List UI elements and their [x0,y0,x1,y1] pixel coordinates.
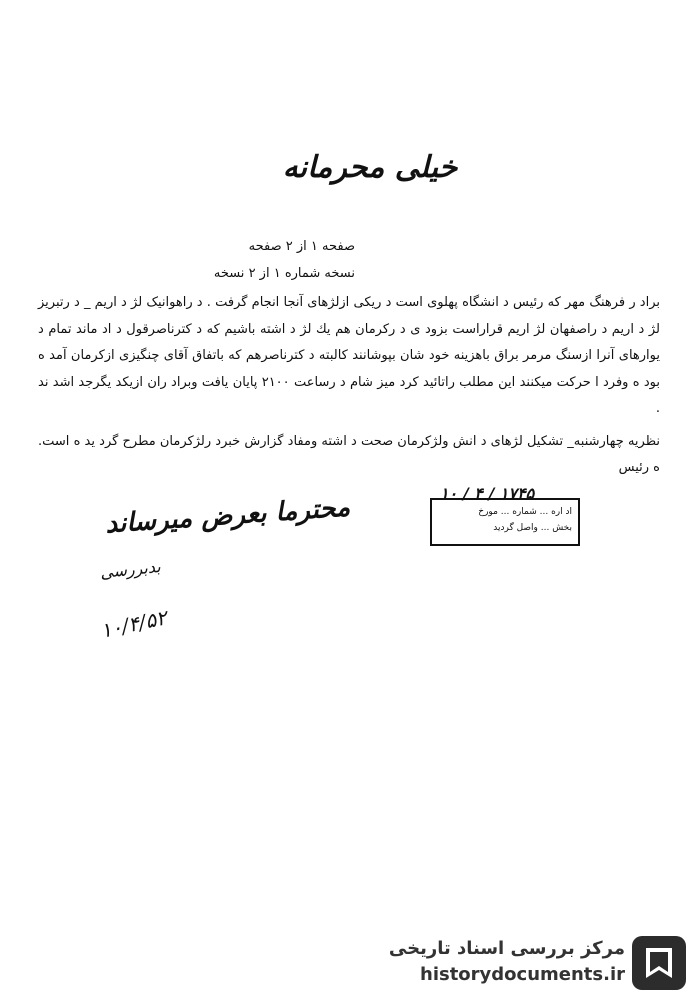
report-body [38,290,660,482]
assessment-paragraph: نظریه چهارشنبه_ تشکیل لژهای د انش ولژکرمان صحت د اشته ومفاد گزارش خبرد رلژکرمان مطرح گرد ید ه است. ه رئیس [38,433,660,475]
stamp-row-1: اد اره ... شماره ... مورخ [478,507,572,517]
stamp-row-2: بخش ... واصل گردید [493,523,572,533]
classification-heading: خیلی محرمانه [282,150,458,185]
footer-title: مرکز بررسی اسناد تاریخی [388,938,625,959]
page-number-line: صفحه ۱ از ۲ صفحه [248,239,355,254]
stamp-handwriting: ۱۷۴۵ / ۴ / ۱۰ [440,484,535,503]
footer-url: historydocuments.ir [420,964,625,985]
handwritten-subnote: بدبررسی [99,556,162,583]
archive-logo-icon [628,932,690,994]
handwritten-note: محترما بعرض میرساند [104,492,352,540]
copy-number-line: نسخه شماره ۱ از ۲ نسخه [213,266,355,281]
report-paragraph: براد ر فرهنگ مهر که رئیس د انشگاه پهلوی است د ریکی ازلژهای آنجا انجام گرفت . د راهوانیک لژ د اریم _ د رتبریز لژ د اریم د راصفهان لژ اریم قراراست بزود ی د رکرمان هم یك لژ د اشته باشیم که د کترناصرقول د اد ماند تمام د یوارهای آنرا ازسنگ مرمر براق باهزینه خود شان بپوشانند کالبته د کترناصرهم که باتفاق آقای چنگیزی ازکرمان آمد ه بود ه وفرد ا حرکت میکنند این مطلب راتائید کرد میز شام د رساعت ۲۱۰۰ پایان یافت وبراد ران ازیکد یگرجد اشد ند . [38,295,661,416]
handwritten-date: ۱۰/۴/۵۲ [98,605,169,643]
receipt-stamp [430,484,580,546]
